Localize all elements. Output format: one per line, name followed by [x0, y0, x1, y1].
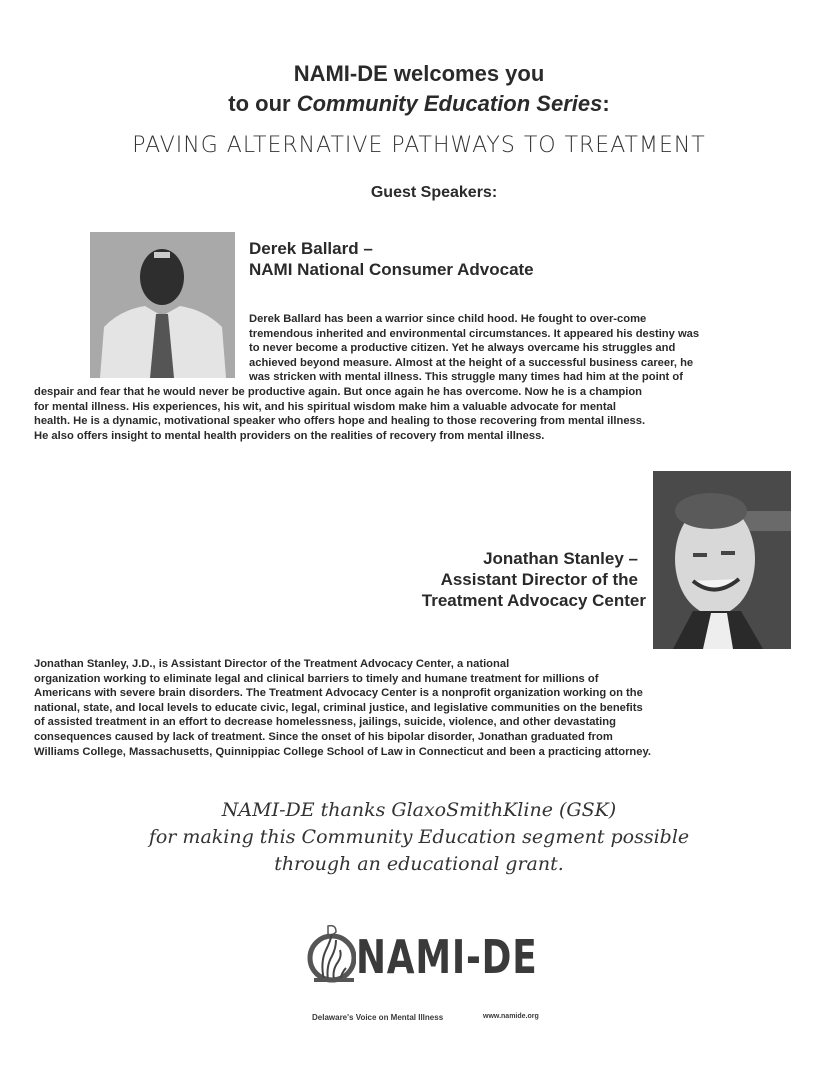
sponsor-thanks: [0, 797, 838, 878]
speaker-2-bio: [34, 657, 834, 759]
speaker-2-name: Jonathan Stanley –: [483, 549, 638, 568]
bio-line: Derek Ballard has been a warrior since child hood. He fought to over-come: [249, 313, 647, 325]
guest-speakers-heading: Guest Speakers:: [370, 184, 498, 201]
derek-ballard-photo: [90, 232, 235, 378]
title-line-2-suffix: :: [602, 91, 610, 116]
bio-line: organization working to eliminate legal and clinical barriers to timely and humane treatment for millions of: [34, 672, 599, 685]
bio-line: national, state, and local levels to educate civic, legal, criminal justice, and legislative communities on the benefits: [34, 701, 643, 714]
bio-line: for mental illness. His experiences, his wit, and his spiritual wisdom make him a valuable advocate for mental: [34, 400, 616, 413]
thanks-line: through an educational grant.: [274, 853, 564, 875]
title-line-2-prefix: to our: [228, 91, 297, 116]
speaker-1-name: Derek Ballard –: [249, 239, 373, 258]
series-name: Community Education Series: [296, 91, 603, 116]
bio-line: tremendous inherited and environmental circumstances. It appeared his destiny was: [249, 327, 700, 340]
bio-line: to never become a productive citizen. Yet he always overcame his struggles and: [249, 342, 676, 355]
thanks-line: for making this Community Education segment possible: [148, 826, 690, 848]
speaker-1-bio-full: [34, 385, 834, 443]
bio-line: health. He is a dynamic, motivational speaker who offers hope and healing to those recovering from mental illness.: [34, 415, 646, 428]
flame-logo-icon: [306, 922, 356, 984]
title-line-1: NAMI-DE welcomes you: [293, 61, 545, 86]
event-subtitle: PAVING ALTERNATIVE PATHWAYS TO TREATMENT: [132, 133, 706, 158]
speaker-2-role-line-2: Treatment Advocacy Center: [421, 591, 646, 610]
speaker-1-role: NAMI National Consumer Advocate: [249, 260, 534, 279]
bio-line: achieved beyond measure. Almost at the height of a successful business career, he: [249, 356, 694, 369]
logo-url[interactable]: www.namide.org: [483, 1013, 539, 1020]
logo-tagline: Delaware's Voice on Mental Illness: [312, 1013, 444, 1022]
portrait-photo-icon: [90, 232, 235, 378]
bio-line: Americans with severe brain disorders. The Treatment Advocacy Center is a nonprofit organization working on the: [34, 687, 643, 700]
speaker-2-role-line-1: Assistant Director of the: [440, 570, 638, 589]
portrait-photo-icon: [653, 471, 791, 649]
bio-line: Jonathan Stanley, J.D., is Assistant Director of the Treatment Advocacy Center, a national: [34, 658, 510, 670]
bio-line: was stricken with mental illness. This struggle many times had him at the point of: [249, 371, 683, 384]
bio-line: Williams College, Massachusetts, Quinnippiac College School of Law in Connecticut and been a practicing attorney.: [34, 745, 651, 758]
logo-name: NAMI-DE: [356, 930, 538, 984]
thanks-line: NAMI-DE thanks GlaxoSmithKline (GSK): [221, 799, 617, 821]
jonathan-stanley-photo: [653, 471, 791, 649]
bio-line: of assisted treatment in an effort to decrease homelessness, jailings, suicide, violence, and other devastating: [34, 716, 616, 729]
bio-line: He also offers insight to mental health providers on the realities of recovery from mental illness.: [34, 429, 545, 442]
speaker-1-bio-indented: [249, 312, 699, 385]
title-line-2: [0, 90, 838, 118]
bio-line: despair and fear that he would never be productive again. But once again he has overcome. Now he is a champion: [34, 386, 642, 398]
bio-line: consequences caused by lack of treatment. Since the onset of his bipolar disorder, Jonathan graduated from: [34, 730, 613, 743]
